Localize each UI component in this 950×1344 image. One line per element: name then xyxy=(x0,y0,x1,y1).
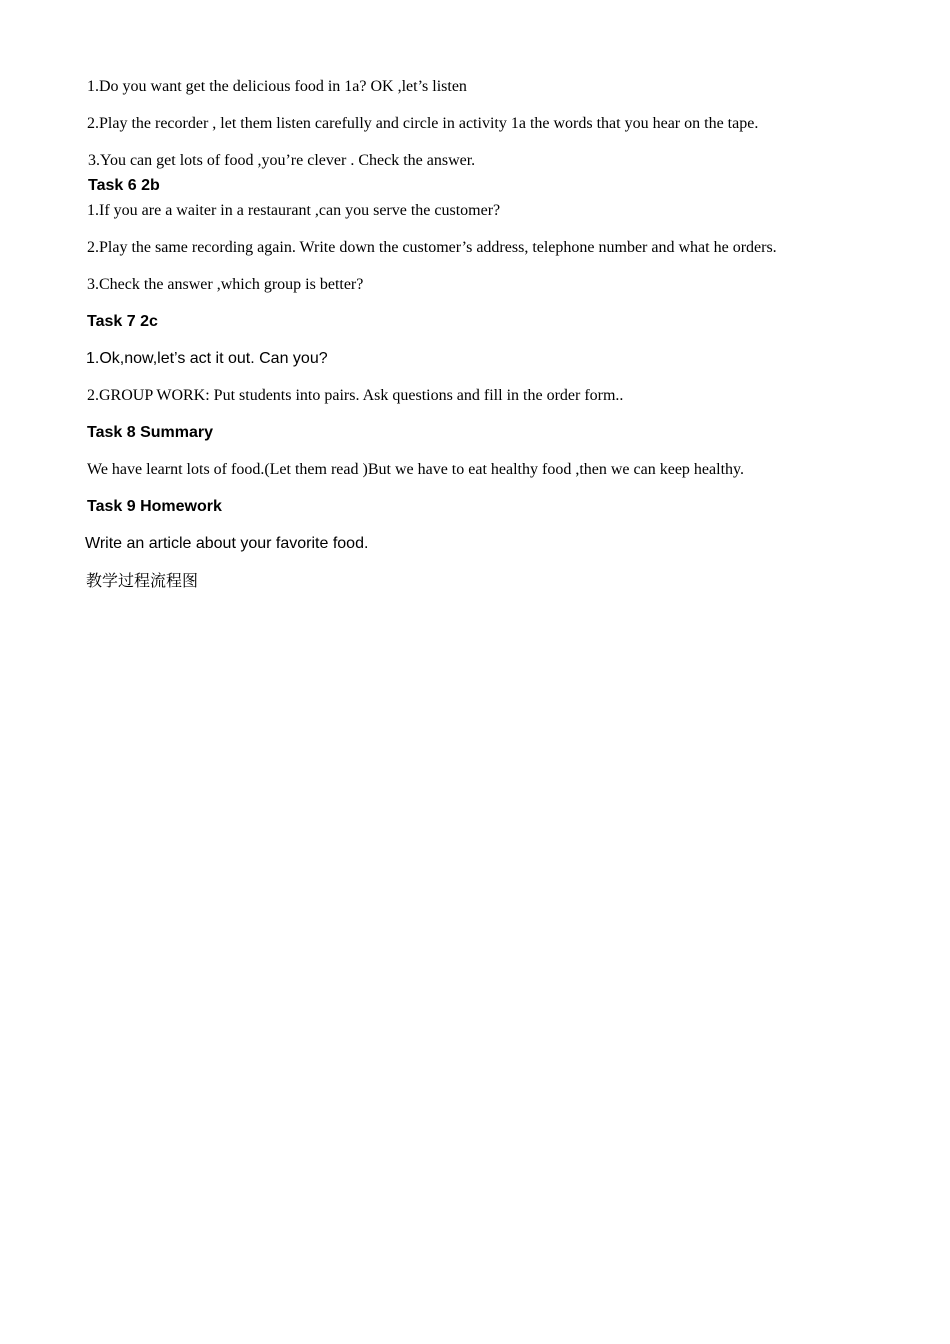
heading-teaching-flowchart: 教学过程流程图 xyxy=(86,571,199,590)
paragraph-task8-summary: We have learnt lots of food.(Let them read )But we have to eat healthy food ,then we can keep healthy. xyxy=(87,461,744,478)
paragraph-task6-step2: 2.Play the same recording again. Write down the customer’s address, telephone number and what he orders. xyxy=(87,239,777,256)
paragraph-task5-step2: 2.Play the recorder , let them listen carefully and circle in activity 1a the words that you hear on the tape. xyxy=(87,115,759,132)
paragraph-task6-step3: 3.Check the answer ,which group is better? xyxy=(87,276,364,293)
heading-task9: Task 9 Homework xyxy=(87,498,222,515)
paragraph-task7-step1: 1.Ok,now,let’s act it out. Can you? xyxy=(86,350,328,367)
paragraph-task6-step1: 1.If you are a waiter in a restaurant ,can you serve the customer? xyxy=(87,202,501,219)
paragraph-task5-step3: 3.You can get lots of food ,you’re clever . Check the answer. xyxy=(88,152,476,169)
heading-task8: Task 8 Summary xyxy=(87,424,213,441)
paragraph-task5-step1: 1.Do you want get the delicious food in 1a? OK ,let’s listen xyxy=(87,78,467,95)
heading-task7: Task 7 2c xyxy=(87,313,158,330)
heading-task6: Task 6 2b xyxy=(88,177,160,194)
paragraph-task7-step2: 2.GROUP WORK: Put students into pairs. Ask questions and fill in the order form.. xyxy=(87,387,624,404)
paragraph-task9-homework: Write an article about your favorite food. xyxy=(85,535,369,552)
